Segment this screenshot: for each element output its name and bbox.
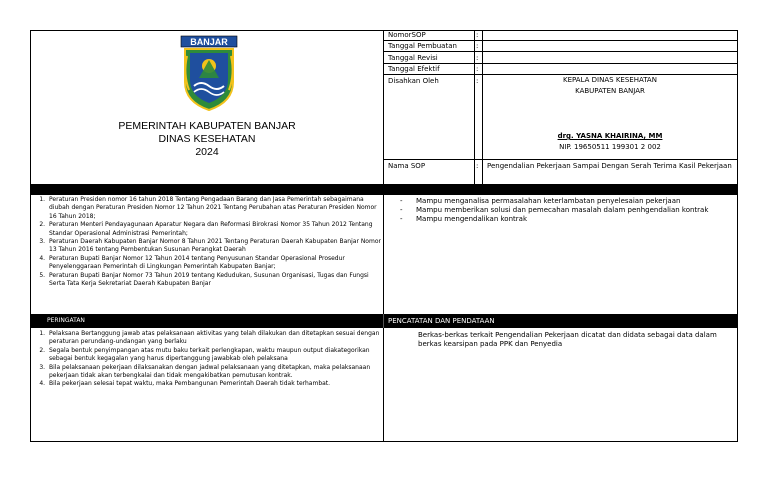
- org-name: PEMERINTAH KABUPATEN BANJAR: [118, 120, 296, 132]
- list-item: 1. Peraturan Presiden nomor 16 tahun 2018 Tentang Pengadaan Barang dan Jasa Pemerintah sebagaimana diubah dengan Peraturan Presiden Nomor 12 Tahun 2021 Tentang Perubahan atas Peraturan Presiden Nomor 16 Tahun 2018;: [47, 196, 381, 221]
- recording-text: Berkas-berkas terkait Pengendalian Pekerjaan dicatat dan didata sebagai data dalam berkas kearsipan pada PPK dan Penyedia: [418, 331, 717, 348]
- center-divider: [383, 30, 384, 442]
- separator: :: [476, 65, 479, 73]
- document-year: 2024: [195, 146, 219, 158]
- effective-date-label: Tanggal Efektif: [388, 65, 440, 73]
- approver-title-2: KABUPATEN BANJAR: [575, 87, 645, 95]
- sop-name-label: Nama SOP: [388, 162, 426, 170]
- separator: :: [476, 77, 479, 85]
- list-item: 5. Peraturan Bupati Banjar Nomor 73 Tahun 2019 tentang Kedudukan, Susunan Organisasi, Tugas dan Fungsi Serta Tata Kerja Sekretariat Daerah Kabupaten Banjar: [47, 272, 381, 289]
- meta-labels: [388, 31, 474, 88]
- separator: :: [476, 31, 479, 39]
- section-bar: [30, 314, 738, 328]
- approver-block: [483, 76, 737, 152]
- separator: :: [476, 54, 479, 62]
- banjar-regency-emblem-icon: [179, 34, 239, 112]
- section-bar: [30, 184, 738, 195]
- list-item: - Mampu mengendalikan kontrak: [396, 215, 736, 224]
- meta-separators: [476, 31, 482, 88]
- approver-name: drg. YASNA KHAIRINA, MM: [557, 132, 663, 140]
- list-item: 3. Bila pelaksanaan pekerjaan dilaksanakan dengan jadwal pelaksanaan yang ditetapkan, maka pelaksanaan pekerjaan tidak akan terbengkalai dan tidak mengakibatkan pemutusan kontrak.: [47, 364, 381, 381]
- header-left: [31, 31, 383, 184]
- department-name: DINAS KESEHATAN: [158, 133, 256, 145]
- recording-heading: PENCATATAN DAN PENDATAAN: [388, 317, 495, 325]
- list-item: 4. Peraturan Bupati Banjar Nomor 12 Tahun 2014 tentang Penyusunan Standar Operasional Prosedur Penyelenggaraan Pemerintah di Lingkungan Pemerintah Kabupaten Banjar;: [47, 255, 381, 272]
- sop-name-value: Pengendalian Pekerjaan Sampai Dengan Serah Terima Kasil Pekerjaan: [487, 162, 732, 170]
- list-item: 2. Peraturan Menteri Pendayagunaan Aparatur Negara dan Reformasi Birokrasi Nomor 35 Tahun 2012 Tentang Standar Operasional Administrasi Pemerintah;: [47, 221, 381, 238]
- warning-heading: PERINGATAN: [47, 317, 85, 324]
- qualifications-list: [396, 197, 736, 224]
- list-item: 3. Peraturan Daerah Kabupaten Banjar Nomor 8 Tahun 2021 Tentang Peraturan Daerah Kabupaten Banjar Nomor 13 Tahun 2016 tentang Pembentukan Susunan Perangkat Daerah: [47, 238, 381, 255]
- separator: :: [476, 162, 479, 170]
- approver-title-1: KEPALA DINAS KESEHATAN: [563, 76, 657, 84]
- warning-list: [31, 330, 381, 389]
- list-item: - Mampu menganalisa permasalahan keterlambatan penyelesaian pekerjaan: [396, 197, 736, 206]
- list-item: 2. Segala bentuk penyimpangan atas mutu baku terkait perlengkapan, waktu maupun output diakategorikan sebagai bentuk kegagalan yang harus dipertanggung jawabkab oleh pelaksana: [47, 347, 381, 364]
- sop-number-label: NomorSOP: [388, 31, 426, 39]
- list-item: 1. Pelaksana Bertanggung jawab atas pelaksanaan aktivitas yang telah dilakukan dan ditetapkan sesuai dengan peraturan perundang-undangan yang berlaku: [47, 330, 381, 347]
- separator: :: [476, 42, 479, 50]
- approved-by-label: Disahkan Oleh: [388, 77, 439, 85]
- revision-date-label: Tanggal Revisi: [388, 54, 438, 62]
- list-item: 4. Bila pekerjaan selesai tepat waktu, maka Pembangunan Pemerintah Daerah tidak terhambat.: [47, 380, 381, 388]
- list-item: - Mampu memberikan solusi dan pemecahan masalah dalam penhgendalian kontrak: [396, 206, 736, 215]
- created-date-label: Tanggal Pembuatan: [388, 42, 457, 50]
- logo-text: BANJAR: [190, 37, 228, 47]
- legal-basis-list: [31, 196, 381, 288]
- approver-nip: NIP. 19650511 199301 2 002: [559, 143, 661, 151]
